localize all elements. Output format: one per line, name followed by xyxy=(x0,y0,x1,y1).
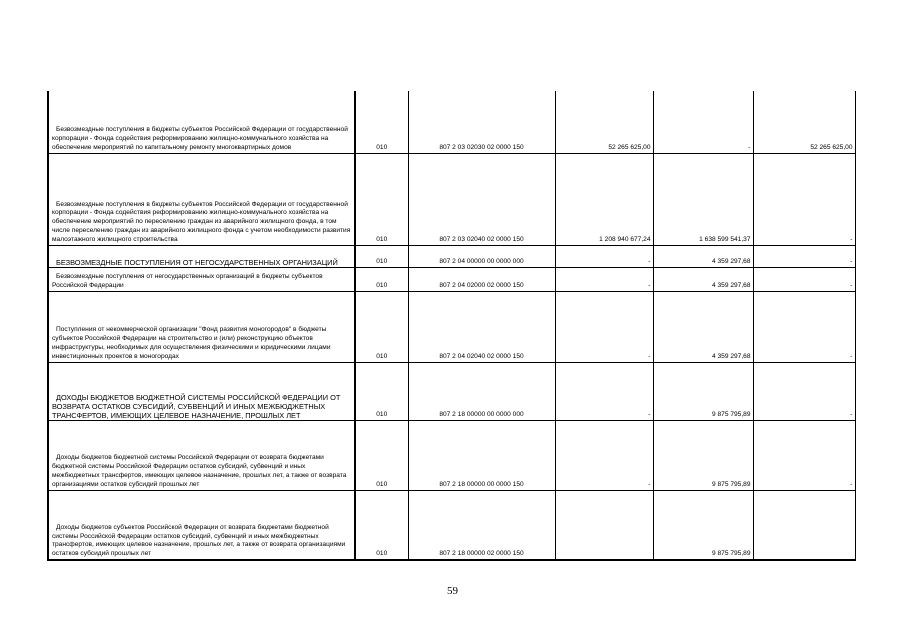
row-code: 010 xyxy=(355,153,408,245)
row-executed: 4 359 297,68 xyxy=(653,267,753,291)
row-kbk: 807 2 04 02040 02 0000 150 xyxy=(408,291,555,362)
table-row xyxy=(48,362,855,420)
row-name: Безвозмездные поступления от негосударственных организаций в бюджеты субъектов Российской Федерации xyxy=(48,267,355,291)
row-code: 010 xyxy=(355,91,408,153)
row-name: Безвозмездные поступления в бюджеты субъектов Российской Федерации от государственной корпорации - Фонда содействия реформированию жилищно-коммунального хозяйства на обеспечение мероприятий по капитальному ремонту многоквартирных домов xyxy=(48,91,355,153)
row-name: БЕЗВОЗМЕЗДНЫЕ ПОСТУПЛЕНИЯ ОТ НЕГОСУДАРСТВЕННЫХ ОРГАНИЗАЦИЙ xyxy=(48,245,355,267)
row-unexecuted: - xyxy=(753,420,855,490)
row-approved: - xyxy=(555,362,653,420)
row-name: Доходы бюджетов субъектов Российской Федерации от возврата бюджетами бюджетной системы Российской Федерации остатков субсидий, субвенций и иных межбюджетных трансфертов, имеющих целевое назначение, прошлых лет, а также от возврата организациями остатков субсидий прошлых лет xyxy=(48,490,355,560)
row-executed: - xyxy=(653,91,753,153)
table-row xyxy=(48,291,855,362)
row-name: Безвозмездные поступления в бюджеты субъектов Российской Федерации от государственной корпорации - Фонда содействия реформированию жилищно-коммунального хозяйства на обеспечение мероприятий по переселению граждан из аварийного жилищного фонда, в том числе переселению граждан из аварийного жилищного фонда с учетом необходимости развития малоэтажного жилищного строительства xyxy=(48,153,355,245)
row-unexecuted: - xyxy=(753,153,855,245)
page-number: 59 xyxy=(447,585,458,597)
row-approved: 1 208 940 677,24 xyxy=(555,153,653,245)
row-kbk: 807 2 04 02000 02 0000 150 xyxy=(408,267,555,291)
row-executed: 4 359 297,68 xyxy=(653,245,753,267)
row-executed: 9 875 795,89 xyxy=(653,490,753,560)
row-code: 010 xyxy=(355,267,408,291)
row-unexecuted: - xyxy=(753,291,855,362)
table-row xyxy=(48,490,855,560)
row-executed: 9 875 795,89 xyxy=(653,420,753,490)
row-name: ДОХОДЫ БЮДЖЕТОВ БЮДЖЕТНОЙ СИСТЕМЫ РОССИЙСКОЙ ФЕДЕРАЦИИ ОТ ВОЗВРАТА ОСТАТКОВ СУБСИДИЙ, СУБВЕНЦИЙ И ИНЫХ МЕЖБЮДЖЕТНЫХ ТРАНСФЕРТОВ, ИМЕЮЩИХ ЦЕЛЕВОЕ НАЗНАЧЕНИЕ, ПРОШЛЫХ ЛЕТ xyxy=(48,362,355,420)
table-row xyxy=(48,245,855,267)
budget-table xyxy=(47,91,856,561)
row-name: Доходы бюджетов бюджетной системы Российской Федерации от возврата бюджетами бюджетной системы Российской Федерации остатков субсидий, субвенций и иных межбюджетных трансфертов, имеющих целевое назначение, прошлых лет, а также от возврата организациями остатков субсидий прошлых лет xyxy=(48,420,355,490)
row-kbk: 807 2 03 02040 02 0000 150 xyxy=(408,153,555,245)
row-approved: - xyxy=(555,245,653,267)
row-unexecuted: - xyxy=(753,267,855,291)
row-approved: - xyxy=(555,291,653,362)
row-code: 010 xyxy=(355,362,408,420)
row-kbk: 807 2 18 00000 02 0000 150 xyxy=(408,490,555,560)
row-code: 010 xyxy=(355,420,408,490)
table-row xyxy=(48,420,855,490)
table-row xyxy=(48,91,855,153)
table-row xyxy=(48,153,855,245)
row-executed: 1 638 599 541,37 xyxy=(653,153,753,245)
row-kbk: 807 2 03 02030 02 0000 150 xyxy=(408,91,555,153)
row-code: 010 xyxy=(355,490,408,560)
row-approved xyxy=(555,490,653,560)
row-unexecuted: - xyxy=(753,362,855,420)
row-approved: - xyxy=(555,267,653,291)
row-unexecuted: - xyxy=(753,245,855,267)
row-code: 010 xyxy=(355,291,408,362)
row-unexecuted: 52 265 625,00 xyxy=(753,91,855,153)
row-approved: - xyxy=(555,420,653,490)
row-name: Поступления от некоммерческой организации "Фонд развития моногородов" в бюджеты субъектов Российской Федерации на строительство и (или) реконструкцию объектов инфраструктуры, необходимых для осуществления физическими и юридическими лицами инвестиционных проектов в моногородах xyxy=(48,291,355,362)
row-executed: 9 875 795,89 xyxy=(653,362,753,420)
row-kbk: 807 2 04 00000 00 0000 000 xyxy=(408,245,555,267)
row-code: 010 xyxy=(355,245,408,267)
row-unexecuted xyxy=(753,490,855,560)
row-approved: 52 265 625,00 xyxy=(555,91,653,153)
row-kbk: 807 2 18 00000 00 0000 150 xyxy=(408,420,555,490)
row-executed: 4 359 297,68 xyxy=(653,291,753,362)
table-row xyxy=(48,267,855,291)
row-kbk: 807 2 18 00000 00 0000 000 xyxy=(408,362,555,420)
